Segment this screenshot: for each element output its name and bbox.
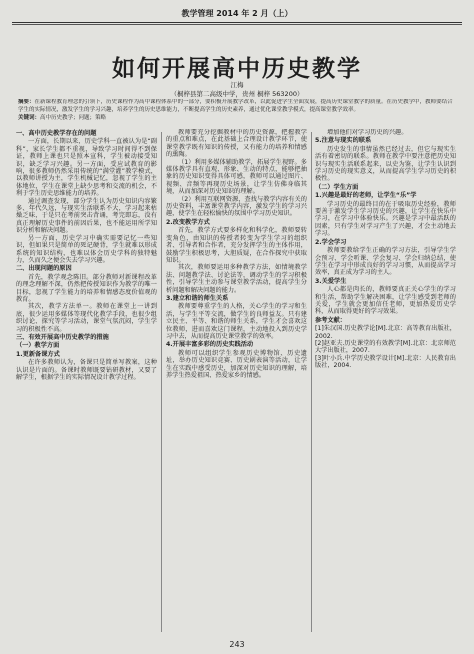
section-heading: 3.关爱学生 <box>315 277 347 285</box>
body-paragraph: 历史发生的事情虽然已经过去，但它与现实生活有着密切的联系。教师在教学中要注意把历史知识与现实生活联系起来，以史为鉴，让学生认识到学习历史的现实意义，从而提高学生学习历史的积极性。 <box>315 145 456 183</box>
section-heading: 5.注意与现实的联系 <box>315 137 372 145</box>
running-header: 教学管理 2014 年 2 月（上） <box>181 9 293 18</box>
section-heading: 三、有效开展高中历史教学的措施 <box>16 333 109 341</box>
body-paragraph: 增加他们对学习历史的兴趣。 <box>327 129 408 136</box>
section-heading: 3.建立和谐的师生关系 <box>166 294 229 302</box>
article-title: 如何开展高中历史教学 <box>112 55 362 82</box>
abstract <box>18 99 456 114</box>
body-column-1 <box>16 129 157 635</box>
header-rule <box>12 22 462 23</box>
reference-entry: [1]朱汉国.历史教学论[M].北京：高等教育出版社，2002. <box>315 325 456 340</box>
body-paragraph: 其次，教学方法单一。教师在课堂上一讲到底，很少运用多媒体等现代化教学手段，也很少组织讨论、探究等学习活动，课堂气氛沉闷，学生学习的积极性不高。 <box>16 303 157 333</box>
section-heading: 4.开展丰富多彩的历史实践活动 <box>166 341 254 349</box>
body-paragraph: 教师可以组织学生参观历史博物馆、历史遗址，举办历史知识竞赛、历史剧表演等活动，让学生在实践中感受历史，加深对历史知识的理解，培养学生热爱祖国、热爱家乡的情感。 <box>166 349 307 379</box>
section-heading: 一、高中历史教学存在的问题 <box>16 130 97 137</box>
body-paragraph: 首先，教学方式要多样化和科学化，教师要转变角色，由知识的传授者转变为学生学习的组织者、引导者和合作者，充分发挥学生的主体作用，鼓励学生积极思考，大胆质疑，在合作探究中获取知识。 <box>166 227 307 264</box>
body-paragraph: （1）利用多媒体辅助教学，拓展学生视野。多媒体教学具有直观、形象、生动的特点，能够把抽象的历史知识变得具体可感，教师可以通过图片、视频、音频等再现历史场景，让学生仿佛身临其境，从而加深对历史知识的理解。 <box>166 158 307 196</box>
body-paragraph: （2）利用互联网资源，查找与教学内容有关的历史资料，丰富课堂教学内容，激发学生的学习兴趣，使学生在轻松愉快的氛围中学习历史知识。 <box>166 195 307 218</box>
section-heading: 二、出现问题的原因 <box>16 265 72 273</box>
body-paragraph: 教师要尊重学生的人格，关心学生的学习和生活，与学生平等交流，做学生的良师益友。只有建立民主、平等、和谐的师生关系，学生才会喜欢这位教师，进而喜欢这门课程，主动地投入到历史学习中去，从而提高历史课堂教学的效率。 <box>166 303 307 340</box>
abstract-label: 摘要： <box>18 99 35 105</box>
section-heading: 参考文献： <box>315 316 346 324</box>
section-heading: 2.学会学习 <box>315 238 347 246</box>
column-divider <box>311 132 312 632</box>
keywords <box>18 115 456 122</box>
body-paragraph: 一方面，长期以来，历史学科一直被认为是“副科”，家长学生都不重视，导致学习时间得不到保证，教师上课也只是照本宣科，学生被动接受知识，缺乏学习兴趣。另一方面，受应试教育的影响，很多教师仍然采用传统的“满堂灌”教学模式，以教师讲授为主，学生机械记忆，忽视了学生的主体地位，学生在课堂上缺少思考和交流的机会，不利于学生历史思维能力的培养。 <box>16 138 157 198</box>
abstract-text: 在新课程教育理念的引领下，历史课程作为高中课程体系中的一部分，要积极开展教学改革，以此促进学生全面发展，提高历史课堂教学的质量。在历史教学中，教师要结合学生的实际情况，激发学生的学习兴趣，培养学生的历史思维能力，不断提高学生的历史素养，通过优化课堂教学模式，提高课堂教学效率。 <box>18 99 453 113</box>
body-paragraph: 通过调查发现，部分学生认为历史知识内容繁多、年代久远，与现实生活联系不大，学习起来枯燥乏味，于是只在考前突击背诵，考完即忘，没有真正理解历史事件的前因后果，也不能运用所学知识分析和解决问题。 <box>16 197 157 235</box>
body-paragraph: 教师要教给学生正确的学习方法，引导学生学会预习、学会听课、学会复习、学会归纳总结，使学生在学习中形成良好的学习习惯，从而提高学习效率，真正成为学习的主人。 <box>315 247 456 277</box>
keywords-text: 高中历史教学；问题；策略 <box>40 115 107 121</box>
body-paragraph: 首先，教学观念陈旧。部分教师对新课程改革的理念理解不深，仍然把传授知识作为教学的唯一目标，忽视了学生能力的培养和情感态度价值观的教育。 <box>16 273 157 303</box>
section-heading: 2.改变教学方式 <box>166 218 210 226</box>
page-number: 243 <box>229 640 245 649</box>
body-paragraph: 教师要充分挖掘教材中的历史资源，把握教学的重点和难点，在此基础上合理设计教学环节，使课堂教学既有知识的传授，又有能力的培养和情感的熏陶。 <box>166 129 307 159</box>
section-heading: 1.更新备课方式 <box>16 350 60 358</box>
column-divider <box>161 132 162 632</box>
author-affiliation: （桐梓县第二高级中学，贵州 桐梓 563200） <box>170 90 304 98</box>
body-paragraph: 在许多教师认为，备课只是简单写教案，这种认识是片面的。备课时教师既要钻研教材，又要了解学生，根据学生的实际情况设计教学过程。 <box>16 359 157 381</box>
body-paragraph: 另一方面，历史学习中确实需要记忆一些知识，但如果只是简单的死记硬背，学生就难以形成系统的知识结构，也难以体会历史学科的独特魅力，久而久之便会失去学习兴趣。 <box>16 234 157 264</box>
header-rule-thin <box>12 24 462 25</box>
author-name: 江梅 <box>230 81 244 89</box>
body-paragraph: 人心都是肉长的，教师要真正关心学生的学习和生活，帮助学生解决困难，让学生感受到老师的关爱，学生就会更加信任老师，更加热爱历史学科，从而取得更好的学习效果。 <box>315 286 456 316</box>
body-column-3 <box>315 129 456 635</box>
body-paragraph: 其次，教师要运用多种教学方法，如情境教学法、问题教学法、讨论法等，调动学生的学习积极性，引导学生主动参与课堂教学活动，提高学生分析问题和解决问题的能力。 <box>166 264 307 294</box>
reference-entry: [3]叶小兵.中学历史教学设计[M].北京：人民教育出版社，2004. <box>315 354 456 370</box>
body-paragraph: 学习历史的最终目的在于吸取历史经验，教师要善于激发学生学习历史的兴趣，让学生在快乐中学习，在学习中体验快乐。兴趣是学习中最活跃的因素，只有学生对学习产生了兴趣，才会主动地去学习。 <box>315 200 456 238</box>
reference-entry: [2]赵亚夫.历史课堂的有效教学[M].北京：北京师范大学出版社，2007. <box>315 339 456 355</box>
section-heading: （一）教学方面 <box>16 342 60 350</box>
keywords-label: 关键词： <box>18 115 41 121</box>
section-heading: 1.兴趣是最好的老师，让学生“乐”学 <box>315 192 417 200</box>
section-heading: （二）学生方面 <box>315 183 359 191</box>
body-column-2 <box>166 129 307 635</box>
